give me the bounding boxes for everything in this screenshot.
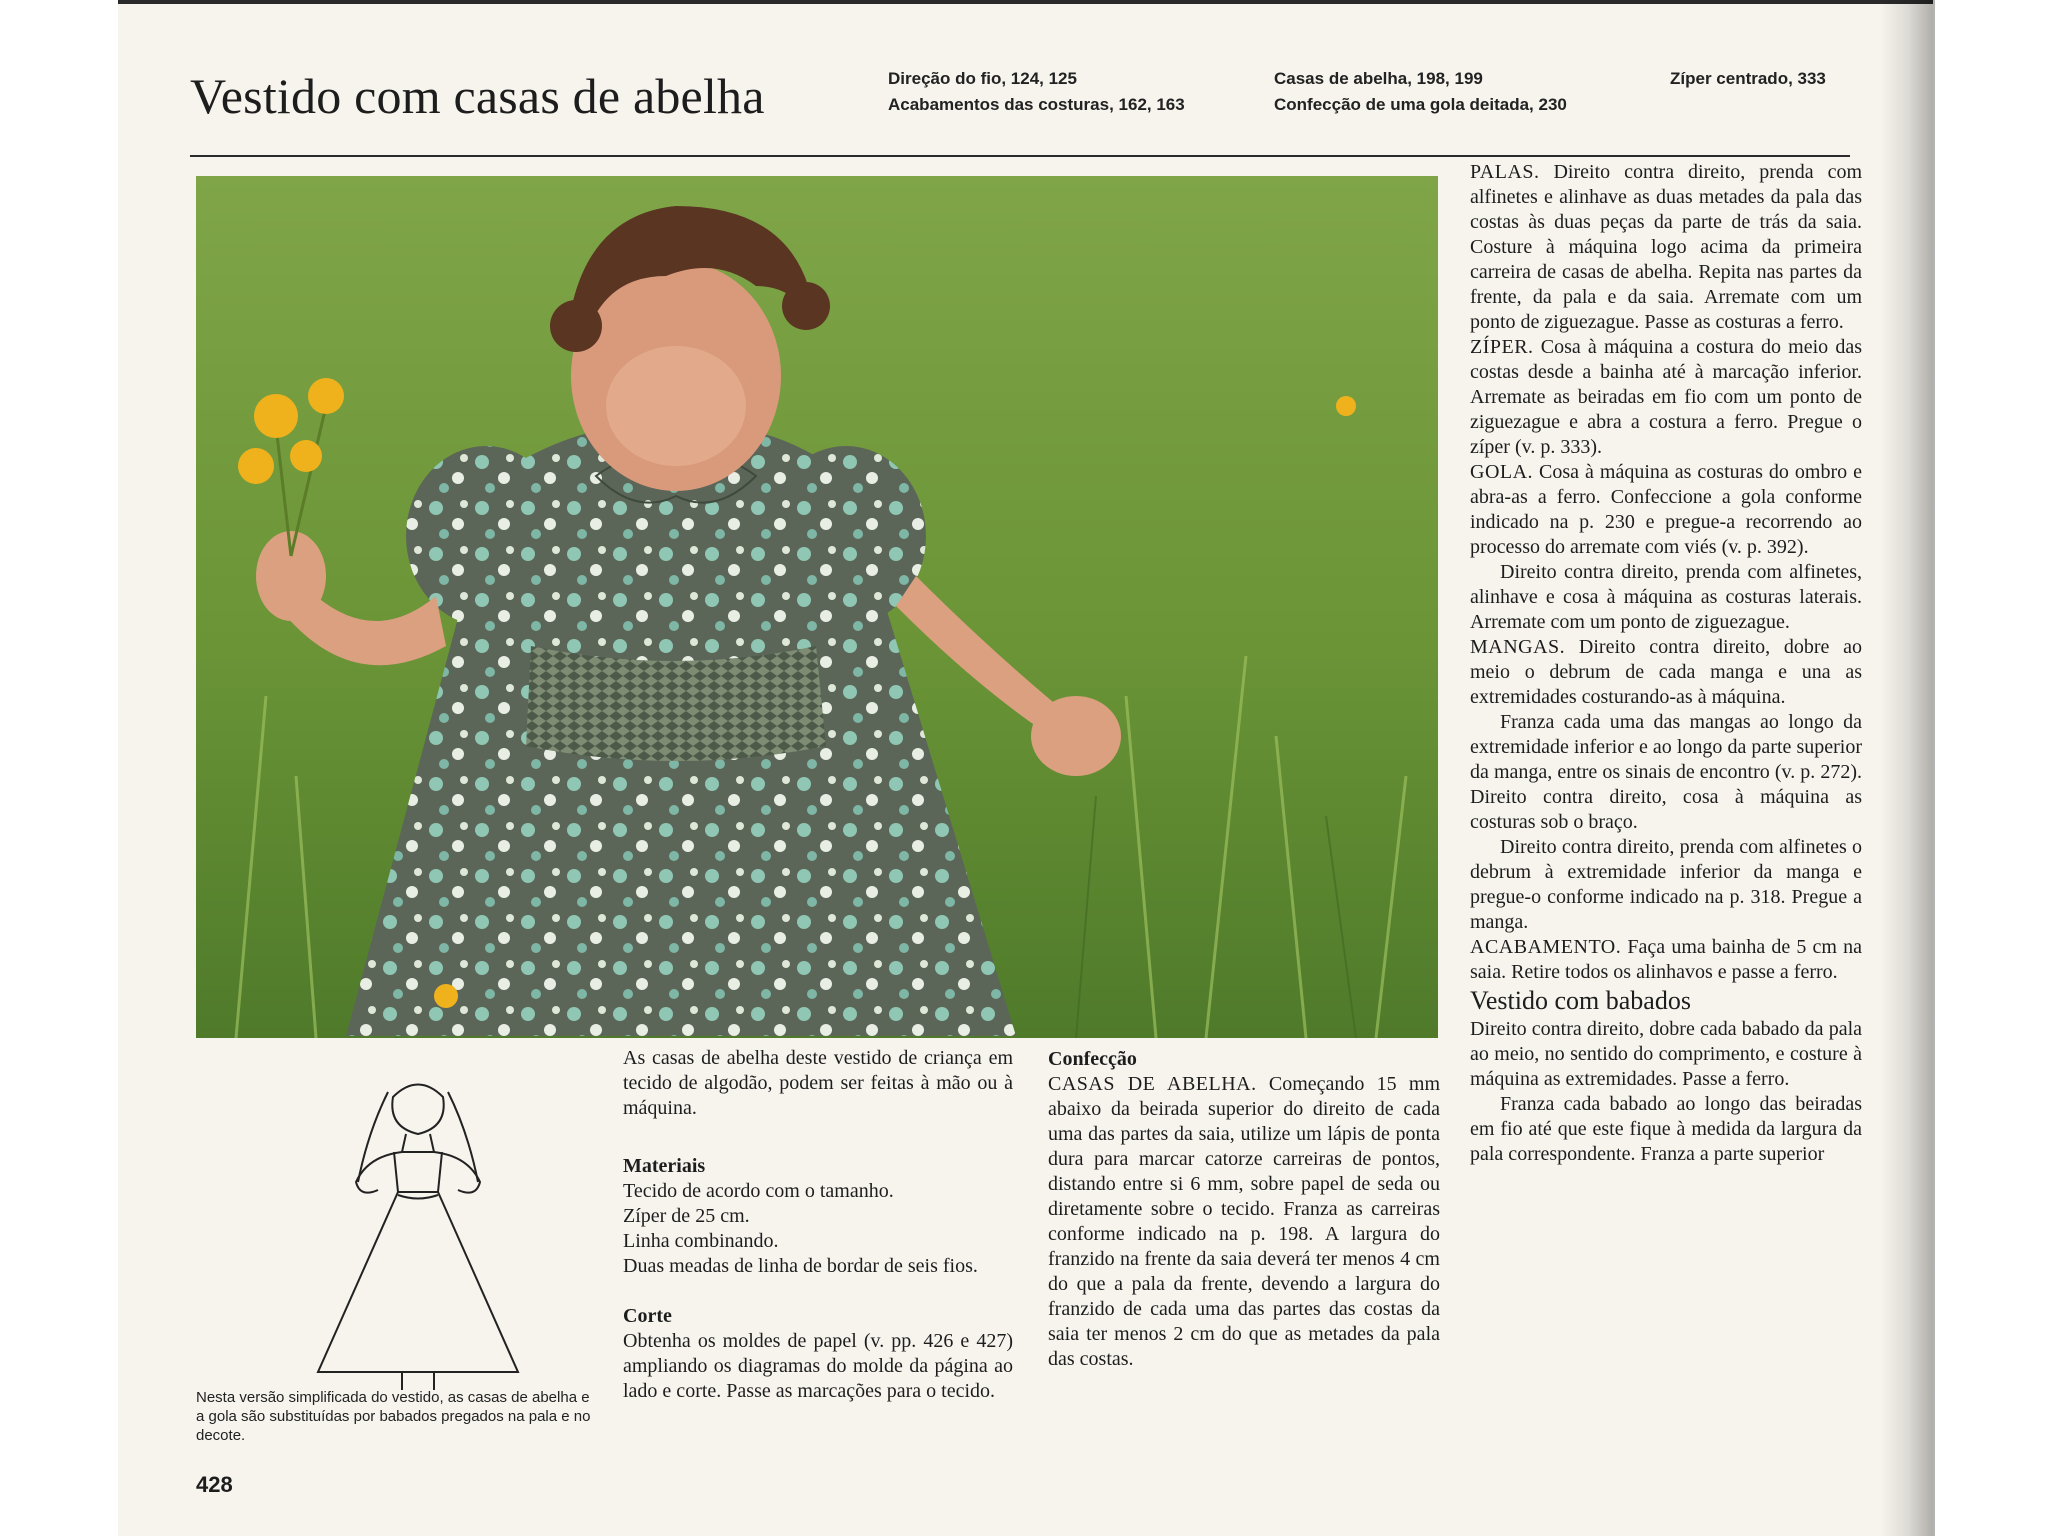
- collar-text: Cosa à máquina as costuras do ombro e abra-as a ferro. Confeccione a gola conforme indicado na p. 230 e pregue-a recorrendo ao processo do arremate com viés (v. p. 392).: [1470, 461, 1862, 558]
- finishing-lead: ACABAMENTO.: [1470, 936, 1622, 958]
- column-instructions: [1470, 160, 1862, 1167]
- gather-sleeves-paragraph: Franza cada uma das mangas ao longo da extremidade inferior e ao longo da parte superior da manga, entre os sinais de encontro (v. p. 272). Direito contra direito, cosa à máquina as costuras sob o braço.: [1470, 711, 1862, 833]
- page-gutter-shadow: [1880, 0, 1935, 1536]
- yokes-paragraph: [1470, 160, 1862, 335]
- reference-item: Direção do fio, 124, 125: [888, 69, 1077, 88]
- smocking-paragraph: [1048, 1072, 1440, 1372]
- photo-girl-in-meadow: [196, 176, 1438, 1038]
- header-rule: [190, 155, 1850, 157]
- collar-paragraph: [1470, 460, 1862, 560]
- reference-item: Acabamentos das costuras, 162, 163: [888, 95, 1185, 114]
- column-intro: [623, 1046, 1013, 1404]
- list-item: Linha combinando.: [623, 1230, 779, 1252]
- top-border: [118, 0, 1933, 4]
- sleeve-band-paragraph: Direito contra direito, prenda com alfinetes o debrum à extremidade inferior da manga e pregue-o conforme indicado na p. 318. Pregue a manga.: [1470, 836, 1862, 933]
- page-number: 428: [196, 1472, 233, 1497]
- cut-heading: Corte: [623, 1305, 672, 1327]
- dress-sketch-illustration: [298, 1072, 538, 1392]
- yokes-lead: PALAS.: [1470, 161, 1540, 183]
- list-item: Duas meadas de linha de bordar de seis fios.: [623, 1255, 978, 1277]
- reference-group-2: [1274, 66, 1567, 118]
- finishing-text: Faça uma bainha de 5 cm na saia. Retire todos os alinhavos e passe a ferro.: [1470, 936, 1863, 983]
- reference-group-1: [888, 66, 1185, 118]
- zipper-paragraph: [1470, 335, 1862, 460]
- smocking-lead: CASAS DE ABELHA.: [1048, 1073, 1257, 1095]
- zipper-lead: ZÍPER.: [1470, 336, 1534, 358]
- column-confeccao: [1048, 1046, 1440, 1372]
- finishing-paragraph: [1470, 935, 1862, 985]
- photo-illustration: [196, 176, 1438, 1038]
- reference-group-3: [1670, 66, 1826, 92]
- reference-item: Confecção de uma gola deitada, 230: [1274, 95, 1567, 114]
- sketch-caption: Nesta versão simplificada do vestido, as casas de abelha e a gola são substituídas por babados pregados na pala e no decote.: [196, 1389, 591, 1444]
- sleeves-text: Direito contra direito, dobre ao meio o debrum de cada manga e una as extremidades costurando-as à máquina.: [1470, 636, 1862, 708]
- yokes-text: Direito contra direito, prenda com alfinetes e alinhave as duas metades da pala das costas às duas peças da parte de trás da saia. Costure à máquina logo acima da primeira carreira de casas de abelha. Repita nas partes da frente, da pala e da saia. Arremate com um ponto de ziguezague. Passe as costuras a ferro.: [1470, 161, 1862, 333]
- ruffles-paragraph-1: Direito contra direito, dobre cada babado da pala ao meio, no sentido do comprimento, e costure à máquina as extremidades. Passe a ferro.: [1470, 1018, 1862, 1090]
- collar-lead: GOLA.: [1470, 461, 1534, 483]
- materials-heading: Materiais: [623, 1155, 706, 1177]
- intro-paragraph: As casas de abelha deste vestido de criança em tecido de algodão, podem ser feitas à mão ou à máquina.: [623, 1047, 1013, 1119]
- zipper-text: Cosa à máquina a costura do meio das costas desde a bainha até à marcação inferior. Arremate as beiradas em fio com um ponto de ziguezague e abra a costura a ferro. Pregue o zíper (v. p. 333).: [1470, 336, 1863, 458]
- materials-list: [623, 1179, 1013, 1279]
- ruffles-paragraph-2: Franza cada babado ao longo das beiradas em fio até que este fique à medida da largura da pala correspondente. Franza a parte superior: [1470, 1093, 1862, 1165]
- reference-item: Casas de abelha, 198, 199: [1274, 69, 1483, 88]
- side-seams-paragraph: Direito contra direito, prenda com alfinetes, alinhave e cosa à máquina as costuras laterais. Arremate com um ponto de ziguezague.: [1470, 561, 1862, 633]
- list-item: Zíper de 25 cm.: [623, 1205, 750, 1227]
- assembly-heading: Confecção: [1048, 1048, 1137, 1070]
- reference-item: Zíper centrado, 333: [1670, 69, 1826, 88]
- sleeves-lead: MANGAS.: [1470, 636, 1566, 658]
- page-title: Vestido com casas de abelha: [190, 68, 765, 124]
- ruffles-heading: Vestido com babados: [1470, 986, 1691, 1015]
- cut-paragraph: Obtenha os moldes de papel (v. pp. 426 e 427) ampliando os diagramas do molde da página ao lado e corte. Passe as marcações para o tecido.: [623, 1330, 1013, 1402]
- sleeves-paragraph: [1470, 635, 1862, 710]
- list-item: Tecido de acordo com o tamanho.: [623, 1180, 894, 1202]
- smocking-text: Começando 15 mm abaixo da beirada superior do direito de cada uma das partes da saia, utilize um lápis de ponta dura para marcar catorze carreiras de pontos, distando entre si 6 mm, sobre papel de seda ou diretamente sobre o tecido. Franza as carreiras conforme indicado na p. 198. A largura do franzido na frente da saia deverá ter menos 4 cm do que a pala da frente, devendo a largura do franzido de cada uma das partes das costas da saia ter menos 2 cm do que as metades da pala das costas.: [1048, 1073, 1441, 1370]
